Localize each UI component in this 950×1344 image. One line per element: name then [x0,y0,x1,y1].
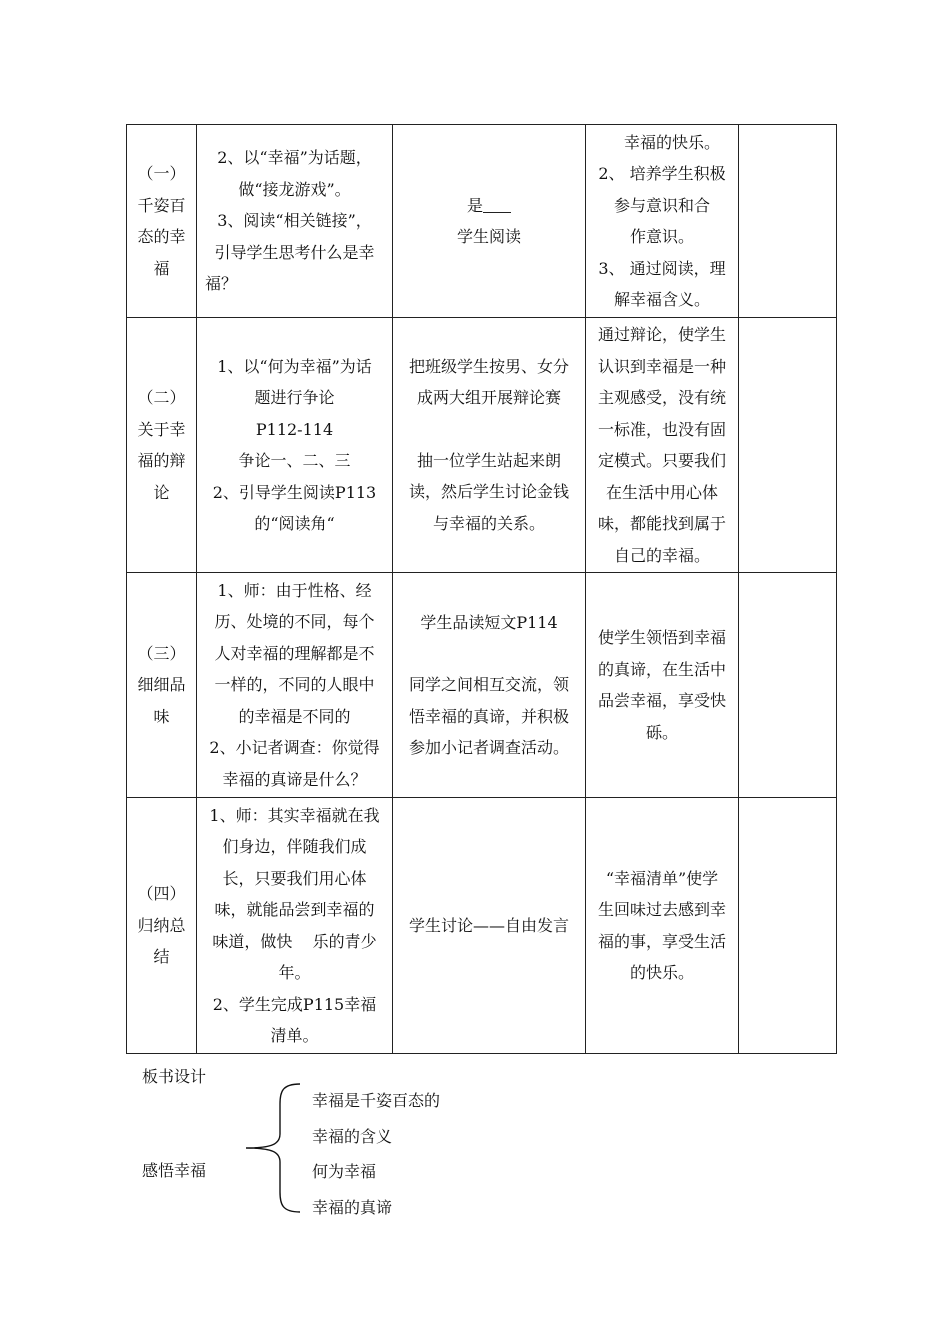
table-row [127,318,837,573]
teacher-activity-cell: 1、以“何为幸福”为话 题进行争论 P112-114 争论一、二、三 2、引导学生阅读P113 的“阅读角“ [197,318,393,573]
teacher-activity-cell: 2、以“幸福”为话题， 做“接龙游戏”。 3、阅读“相关链接”， 引导学生思考什么是幸 福？ [197,125,393,318]
fill-text: 是 [466,195,483,215]
teacher-activity-cell: 1、师：由于性格、经 历、处境的不同，每个 人对幸福的理解都是不 一样的，不同的人眼中 的幸福是不同的 2、小记者调查：你觉得 幸福的真谛是什么？ [197,573,393,798]
notes-cell [739,318,837,573]
design-intent-cell: 使学生领悟到幸福 的真谛，在生活中 品尝幸福，享受快 砾。 [586,573,739,798]
board-item: 幸福的真谛 [312,1198,393,1217]
stage-cell: （三） 细细品 味 [127,573,197,798]
table-row [127,125,837,318]
design-intent-cell: “幸福清单”使学 生回味过去感到幸 福的事，享受生活 的快乐。 [586,798,739,1054]
notes-cell [739,798,837,1054]
student-activity-cell: 是 学生阅读 [393,125,586,318]
blank-underline [483,196,511,213]
stage-cell: （四） 归纳总 结 [127,798,197,1054]
notes-cell [739,573,837,798]
student-activity-cell: 学生讨论——自由发言 [393,798,586,1054]
lesson-plan-table [126,124,837,1054]
design-intent-cell: 幸福的快乐。 2、 培养学生积极 参与意识和合 作意识。 3、 通过阅读，理 解幸福含义。 [586,125,739,318]
stage-cell: （二） 关于幸 福的辩 论 [127,318,197,573]
teacher-activity-cell: 1、师：其实幸福就在我 们身边，伴随我们成 长，只要我们用心体 味，就能品尝到幸福的 味道，做快 乐的青少 年。 2、学生完成P115幸福 清单。 [197,798,393,1054]
board-design-title: 板书设计 [142,1067,207,1086]
board-item: 何为幸福 [312,1162,377,1181]
board-main-topic: 感悟幸福 [142,1161,207,1180]
student-activity-cell: 把班级学生按男、女分 成两大组开展辩论赛 抽一位学生站起来朗 读，然后学生讨论金钱 与幸福的关系。 [393,318,586,573]
board-item: 幸福是千姿百态的 [312,1091,441,1110]
board-item: 幸福的含义 [312,1127,393,1146]
table-row [127,798,837,1054]
student-activity-cell: 学生品读短文P114 同学之间相互交流，领 悟幸福的真谛，并积极 参加小记者调查活动。 [393,573,586,798]
design-intent-cell: 通过辩论，使学生 认识到幸福是一种 主观感受，没有统 一标准，也没有固 定模式。只要我们 在生活中用心体 味，都能找到属于 自己的幸福。 [586,318,739,573]
table-row [127,573,837,798]
stage-cell: （一） 千姿百 态的幸 福 [127,125,197,318]
notes-cell [739,125,837,318]
curly-brace-icon [240,1082,310,1214]
